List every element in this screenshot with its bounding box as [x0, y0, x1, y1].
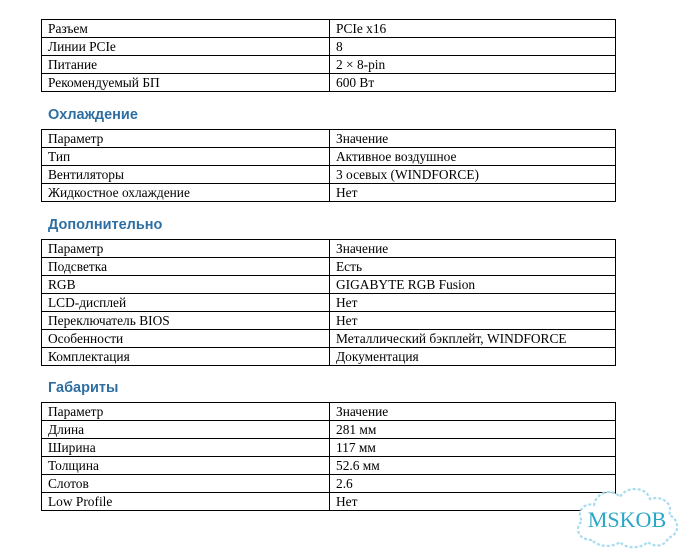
table-row: [42, 475, 616, 493]
value-cell: GIGABYTE RGB Fusion: [330, 276, 616, 294]
table-row: [42, 421, 616, 439]
param-cell: Слотов: [42, 475, 330, 493]
param-header: Параметр: [42, 240, 330, 258]
table-header-row: [42, 240, 616, 258]
param-cell: RGB: [42, 276, 330, 294]
param-cell: Low Profile: [42, 493, 330, 511]
connection-table: [41, 19, 616, 92]
mskob-watermark-logo: [570, 478, 684, 552]
additional-table: [41, 239, 616, 366]
table-row: [42, 74, 616, 92]
table-row: [42, 276, 616, 294]
table-row: [42, 312, 616, 330]
param-cell: Линии PCIe: [42, 38, 330, 56]
dimensions-table: [41, 402, 616, 511]
value-cell: Есть: [330, 258, 616, 276]
param-cell: Переключатель BIOS: [42, 312, 330, 330]
table-header-row: [42, 130, 616, 148]
param-header: Параметр: [42, 403, 330, 421]
table-row: [42, 184, 616, 202]
value-cell: 3 осевых (WINDFORCE): [330, 166, 616, 184]
param-cell: Толщина: [42, 457, 330, 475]
value-cell: Металлический бэкплейт, WINDFORCE: [330, 330, 616, 348]
table-row: [42, 258, 616, 276]
value-cell: 281 мм: [330, 421, 616, 439]
value-cell: 2 × 8-pin: [330, 56, 616, 74]
value-cell: Нет: [330, 312, 616, 330]
param-cell: Особенности: [42, 330, 330, 348]
param-cell: Разъем: [42, 20, 330, 38]
param-cell: Ширина: [42, 439, 330, 457]
param-header: Параметр: [42, 130, 330, 148]
table-row: [42, 166, 616, 184]
value-cell: Нет: [330, 294, 616, 312]
param-cell: Тип: [42, 148, 330, 166]
value-cell: Нет: [330, 184, 616, 202]
value-cell: 117 мм: [330, 439, 616, 457]
value-cell: PCIe x16: [330, 20, 616, 38]
value-cell: 52.6 мм: [330, 457, 616, 475]
value-cell: Нет: [330, 493, 616, 511]
section-heading-dimensions: Габариты: [48, 380, 119, 396]
table-row: [42, 148, 616, 166]
value-header: Значение: [330, 403, 616, 421]
table-row: [42, 38, 616, 56]
table-row: [42, 20, 616, 38]
section-heading-additional: Дополнительно: [48, 217, 163, 233]
value-cell: 2.6: [330, 475, 616, 493]
table-row: [42, 294, 616, 312]
param-cell: Питание: [42, 56, 330, 74]
value-cell: Активное воздушное: [330, 148, 616, 166]
param-cell: Вентиляторы: [42, 166, 330, 184]
table-row: [42, 330, 616, 348]
value-cell: Документация: [330, 348, 616, 366]
table-row: [42, 457, 616, 475]
table-header-row: [42, 403, 616, 421]
table-row: [42, 493, 616, 511]
cooling-table: [41, 129, 616, 202]
table-row: [42, 348, 616, 366]
value-header: Значение: [330, 130, 616, 148]
table-row: [42, 56, 616, 74]
watermark-text: MSKOB: [587, 507, 667, 532]
param-cell: Комплектация: [42, 348, 330, 366]
value-cell: 600 Вт: [330, 74, 616, 92]
param-cell: Рекомендуемый БП: [42, 74, 330, 92]
value-cell: 8: [330, 38, 616, 56]
param-cell: Жидкостное охлаждение: [42, 184, 330, 202]
value-header: Значение: [330, 240, 616, 258]
param-cell: Подсветка: [42, 258, 330, 276]
table-row: [42, 439, 616, 457]
param-cell: Длина: [42, 421, 330, 439]
section-heading-cooling: Охлаждение: [48, 107, 138, 123]
param-cell: LCD-дисплей: [42, 294, 330, 312]
